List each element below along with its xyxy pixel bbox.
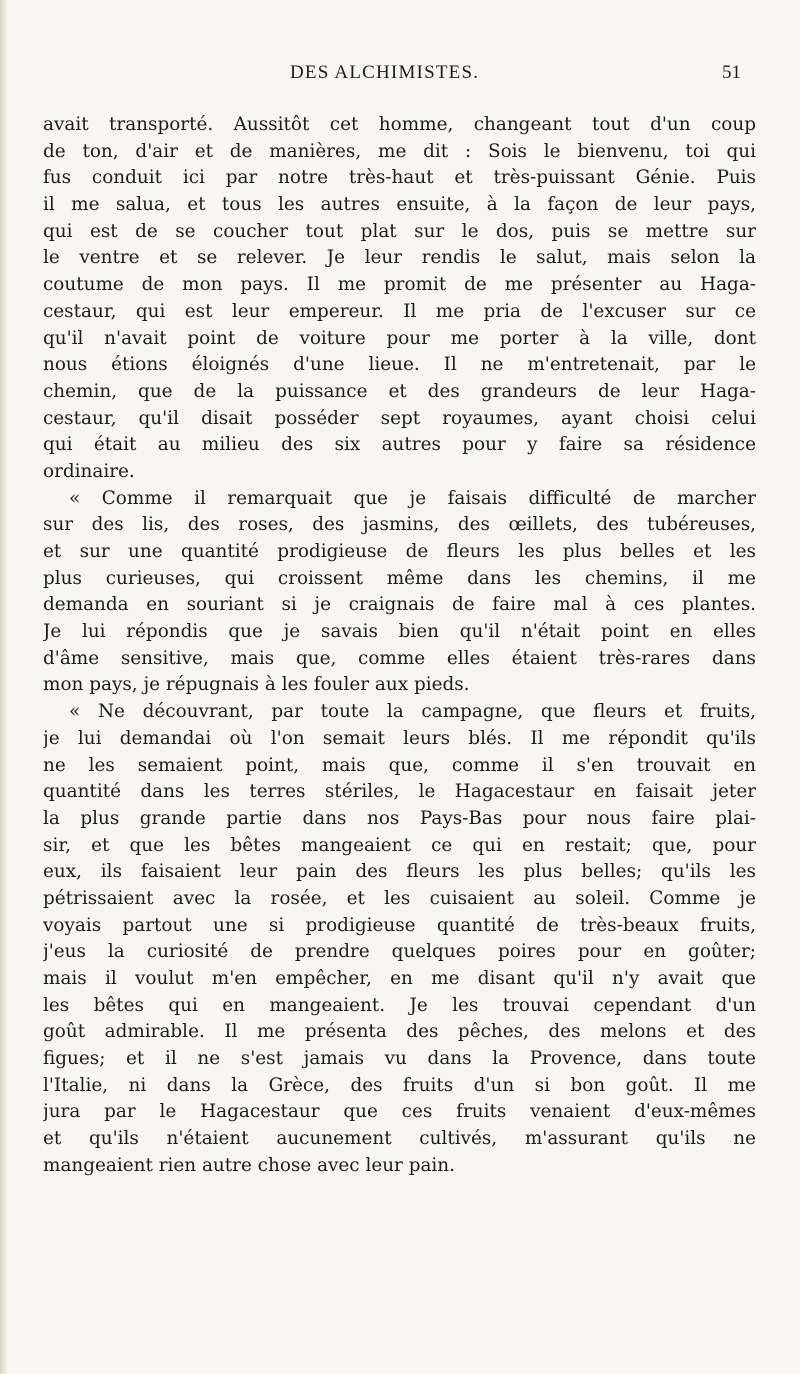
text-line: sur des lis, des roses, des jasmins, des œillets, des tubéreuses, bbox=[43, 514, 756, 536]
text-line: pétrissaient avec la rosée, et les cuisaient au soleil. Comme je bbox=[43, 887, 756, 909]
text-line: avait transporté. Aussitôt cet homme, changeant tout d'un coup bbox=[43, 114, 756, 135]
text-line: quantité dans les terres stériles, le Hagacestaur en faisait jeter bbox=[43, 781, 756, 803]
text-line: mon pays, je répugnais à les fouler aux pieds. bbox=[43, 674, 470, 696]
text-line: et qu'ils n'étaient aucunement cultivés, m'assurant qu'ils ne bbox=[43, 1128, 756, 1150]
text-line: chemin, que de la puissance et des grandeurs de leur Haga- bbox=[43, 380, 756, 402]
running-title: DES ALCHIMISTES. bbox=[290, 62, 480, 83]
text-line: sir, et que les bêtes mangeaient ce qui en restait; que, pour bbox=[43, 834, 756, 856]
text-line: « Ne découvrant, par toute la campagne, que fleurs et fruits, bbox=[69, 701, 756, 723]
text-line: il me salua, et tous les autres ensuite, à la façon de leur pays, bbox=[43, 194, 756, 216]
text-line: jura par le Hagacestaur que ces fruits venaient d'eux-mêmes bbox=[43, 1101, 756, 1123]
body-text bbox=[43, 112, 756, 1180]
text-line: et sur une quantité prodigieuse de fleurs les plus belles et les bbox=[43, 541, 756, 562]
text-line: nous étions éloignés d'une lieue. Il ne m'entretenait, par le bbox=[43, 354, 756, 376]
text-line: j'eus la curiosité de prendre quelques poires pour en goûter; bbox=[43, 941, 756, 963]
text-line: de ton, d'air et de manières, me dit : Sois le bienvenu, toi qui bbox=[43, 140, 756, 162]
text-line: goût admirable. Il me présenta des pêches, des melons et des bbox=[43, 1021, 756, 1043]
text-line: les bêtes qui en mangeaient. Je les trouvai cependant d'un bbox=[43, 994, 756, 1016]
text-line: cestaur, qui est leur empereur. Il me pria de l'excuser sur ce bbox=[43, 300, 756, 322]
text-line: plus curieuses, qui croissent même dans les chemins, il me bbox=[43, 567, 756, 589]
text-line: qu'il n'avait point de voiture pour me porter à la ville, dont bbox=[43, 327, 756, 349]
text-line: ne les semaient point, mais que, comme il s'en trouvait en bbox=[43, 754, 756, 776]
text-line: Je lui répondis que je savais bien qu'il n'était point en elles bbox=[43, 621, 756, 643]
text-line: « Comme il remarquait que je faisais difficulté de marcher bbox=[69, 487, 756, 509]
text-line: cestaur, qu'il disait posséder sept royaumes, ayant choisi celui bbox=[43, 407, 756, 429]
running-head bbox=[0, 62, 800, 92]
text-line: mais il voulut m'en empêcher, en me disant qu'il n'y avait que bbox=[43, 968, 756, 989]
text-line: demanda en souriant si je craignais de faire mal à ces plantes. bbox=[43, 594, 756, 616]
text-line: qui est de se coucher tout plat sur le dos, puis se mettre sur bbox=[43, 220, 756, 242]
text-line: d'âme sensitive, mais que, comme elles étaient très-rares dans bbox=[43, 647, 756, 669]
text-line: je lui demandai où l'on semait leurs blés. Il me répondit qu'ils bbox=[43, 727, 756, 749]
binding-shadow bbox=[0, 0, 8, 1374]
text-line: eux, ils faisaient leur pain des fleurs les plus belles; qu'ils les bbox=[43, 861, 756, 883]
text-line: figues; et il ne s'est jamais vu dans la Provence, dans toute bbox=[43, 1048, 756, 1070]
text-line: l'Italie, ni dans la Grèce, des fruits d'un si bon goût. Il me bbox=[43, 1074, 756, 1096]
text-line: qui était au milieu des six autres pour y faire sa résidence bbox=[43, 434, 756, 456]
text-line: mangeaient rien autre chose avec leur pain. bbox=[43, 1154, 456, 1176]
text-line: la plus grande partie dans nos Pays-Bas pour nous faire plai- bbox=[43, 807, 756, 829]
page-number: 51 bbox=[722, 62, 741, 83]
text-line: ordinaire. bbox=[43, 460, 135, 482]
text-line: coutume de mon pays. Il me promit de me présenter au Haga- bbox=[43, 274, 756, 296]
text-line: le ventre et se relever. Je leur rendis le salut, mais selon la bbox=[43, 247, 756, 269]
text-line: voyais partout une si prodigieuse quantité de très-beaux fruits, bbox=[43, 914, 756, 936]
text-line: fus conduit ici par notre très-haut et très-puissant Génie. Puis bbox=[43, 167, 756, 189]
